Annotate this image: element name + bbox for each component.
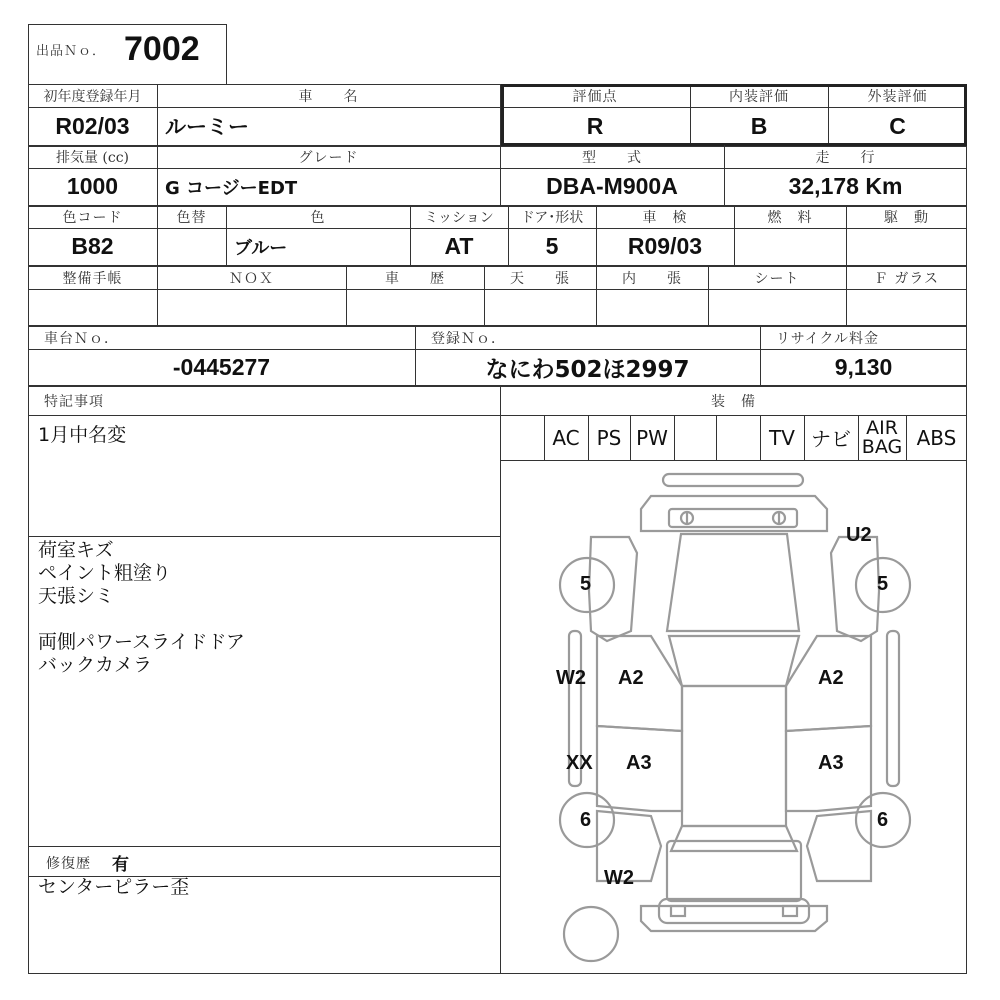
equip-pw: PW [636,425,668,450]
note-line: 荷室キズ [38,539,114,561]
transmission-label: ミッション [424,210,494,226]
equip-airbag: AIR BAG [861,416,903,458]
equip-slot-5 [674,415,716,460]
first-reg-label: 初年度登録年月 [43,89,142,105]
note-line: 天張シミ [38,585,115,607]
interior-label: 内装評価 [729,89,789,105]
equip-tv: TV [769,425,795,450]
rule [28,536,500,537]
chassis-value: -0445277 [172,353,271,380]
repair-label: 修復歴 [46,856,91,872]
note-line: ペイント粗塗り [38,562,172,584]
grade-label: グレード [298,150,359,166]
mileage-value: 32,178 Km [788,173,903,199]
mark-u2: U2 [846,524,872,546]
first-reg-value: R02/03 [55,112,130,139]
note-line: バックカメラ [38,654,153,676]
model-value: DBA-M900A [546,173,678,199]
repaint-value [157,228,226,265]
mark-w2-left: W2 [556,667,586,689]
inspection-label: 車 検 [642,210,688,226]
equip-abs: ABS [916,425,957,450]
mark-fl-tire: 5 [580,573,592,595]
nox-label: ＮＯＸ [229,270,274,287]
score-label: 評価点 [572,89,618,105]
repair-value: 有 [112,855,129,875]
rule [28,289,967,290]
car-name-label: 車 名 [298,89,359,105]
lot-number: 7002 [124,30,200,68]
color-value: ブルー [234,237,288,259]
recycle-label: リサイクル料金 [776,330,880,347]
car-diagram [501,461,967,974]
model-label: 型 式 [582,150,642,166]
mark-xx-left: XX [566,752,593,774]
mark-a2-right: A2 [818,667,844,689]
notes-bottom [38,539,488,677]
registration-label: 登録Ｎｏ． [431,330,506,347]
mark-w2-rear: W2 [604,867,634,889]
equip-slot-6 [716,415,760,460]
interior-trim-label: 内 張 [622,270,682,287]
recycle-value: 9,130 [834,353,893,380]
mileage-label: 走 行 [815,150,876,166]
doors-value: 5 [545,233,559,259]
chassis-label: 車台Ｎｏ． [44,330,119,347]
grade-value: G コージーEDT [165,177,298,199]
equip-ac: AC [552,425,580,450]
ceiling-label: 天 張 [510,270,570,287]
mark-rl-tire: 6 [580,809,592,831]
exterior-label: 外装評価 [867,89,928,105]
color-label: 色 [310,210,326,226]
note-line [38,608,488,631]
equipment-label: 装 備 [711,393,756,410]
mark-fr-tire: 5 [877,573,889,595]
notes-top [38,424,488,447]
seat-label: シート [754,270,800,287]
drive-value [846,228,967,265]
registration-value: なにわ502ほ2997 [485,356,690,383]
transmission-value: AT [444,233,474,259]
score-value: R [586,112,604,139]
f-glass-label: Ｆ ガラス [873,270,940,287]
history-label: 車 歴 [385,270,445,287]
displacement-value: 1000 [66,173,119,199]
doors-label: ドア･形状 [520,210,584,226]
repair-text: センターピラー歪 [38,876,190,898]
fuel-label: 燃 料 [767,210,813,226]
mark-a2-left: A2 [618,667,644,689]
color-code-value: B82 [71,233,114,259]
mark-a3-left: A3 [626,752,652,774]
color-code-label: 色コード [62,210,123,226]
mark-rr-tire: 6 [877,809,889,831]
equip-navi: ナビ [811,427,851,451]
car-name-value: ルーミー [165,115,249,139]
displacement-label: 排気量 (cc) [55,150,130,166]
lot-label: 出品Ｎｏ． [36,44,107,59]
note-line: 1月中名変 [38,424,127,446]
record-book-label: 整備手帳 [62,270,123,287]
rule [28,846,500,847]
fuel-value [734,228,846,265]
inspection-value: R09/03 [627,233,703,259]
mark-a3-right: A3 [818,752,844,774]
note-line: 両側パワースライドドア [38,631,245,653]
equip-ps: PS [596,425,622,450]
equip-slot-1 [500,415,544,460]
repaint-label: 色替 [176,210,207,226]
drive-label: 駆 動 [884,210,929,226]
notes-label: 特記事項 [44,393,104,410]
interior-value: B [750,112,768,139]
exterior-value: C [889,112,906,139]
